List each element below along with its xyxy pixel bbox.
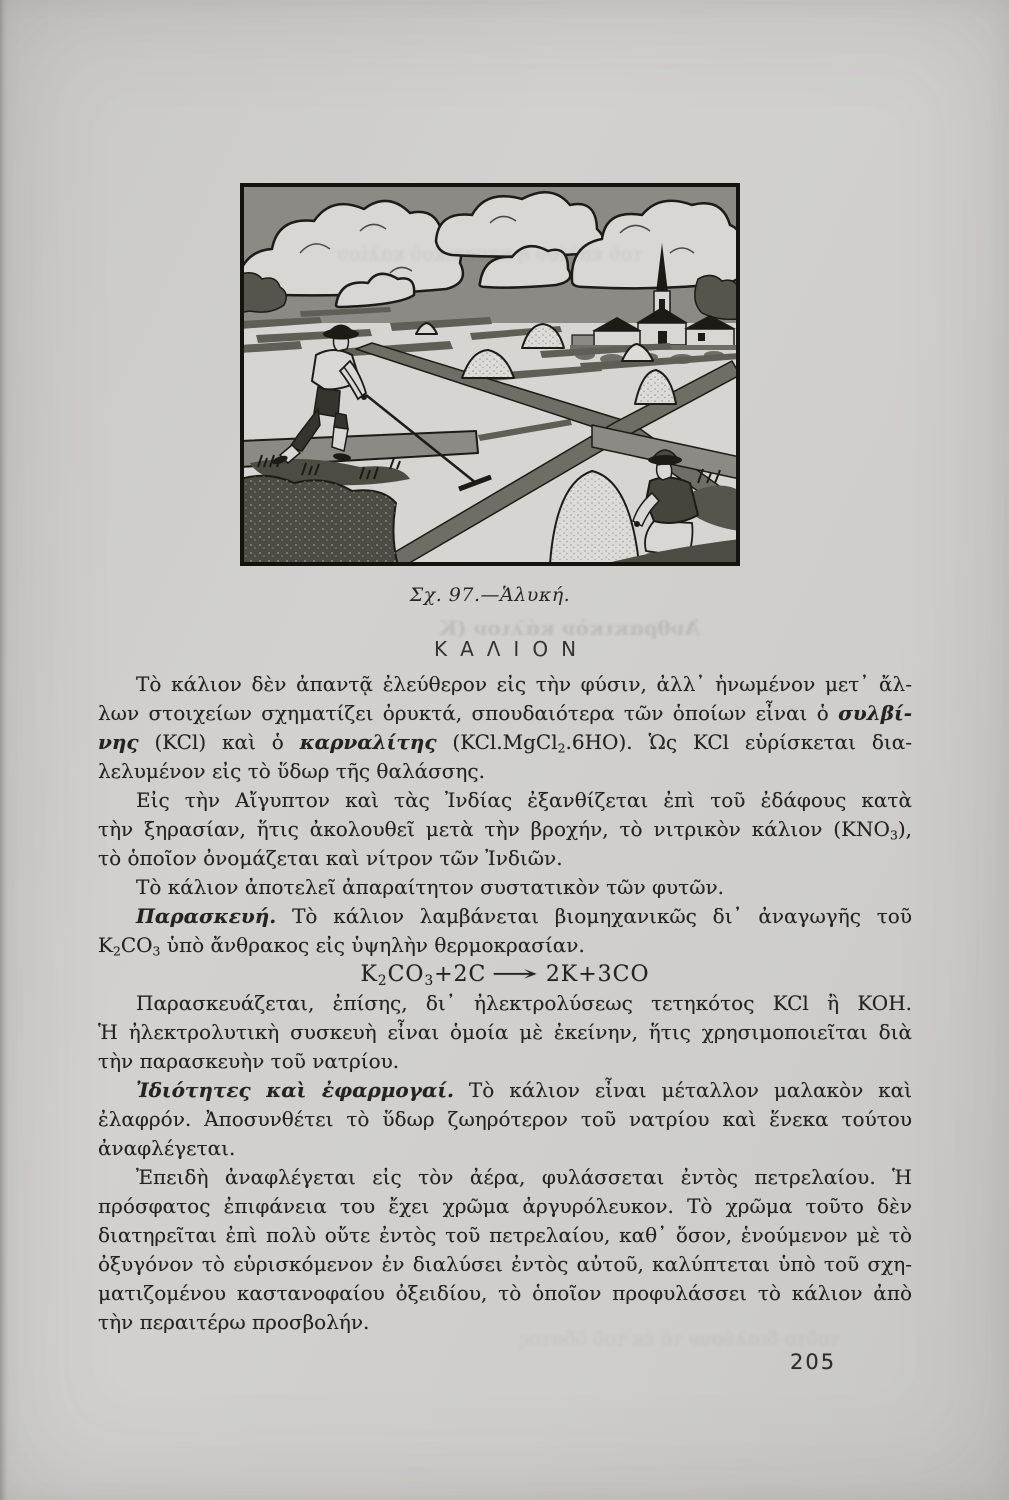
text-line: Εἰς τὴν Αἴγυπτον καὶ τὰς Ἰνδίας ἐξανθίζεται ἐπὶ τοῦ ἐδάφους κατὰ xyxy=(136,788,912,812)
body-text xyxy=(98,670,912,1337)
equation xyxy=(98,960,912,989)
page-number: 205 xyxy=(790,1350,837,1374)
text-line: διατηρεῖται ἐπὶ πολὺ οὔτε ἐντὸς τοῦ πετρελαίου, καθ᾽ ὅσον, ἑνούμενον μὲ τὸ xyxy=(98,1223,912,1247)
trees-right xyxy=(695,275,740,319)
text-line: Ἡ ἠλεκτρολυτικὴ συσκευὴ εἶναι ὁμοία μὲ ἐκείνην, ἥτις χρησιμοποιεῖται διὰ xyxy=(98,1020,912,1044)
text-line: Ἰδιότητες καὶ ἐφαρμογαί. Τὸ κάλιον εἶναι μέταλλον μαλακὸν καὶ xyxy=(136,1078,912,1102)
figure-caption: Σχ. 97.—Ἁλυκή. xyxy=(409,584,571,606)
figure-illustration xyxy=(240,183,740,566)
paragraph xyxy=(98,873,912,902)
paragraph xyxy=(98,1163,912,1337)
paragraph xyxy=(98,1076,912,1163)
text-line: Τὸ κάλιον δὲν ἀπαντᾷ ἐλεύθερον εἰς τὴν φύσιν, ἀλλ᾽ ἡνωμένον μετ᾽ ἄλ- xyxy=(136,672,912,696)
text-line: ὀξυγόνον τὸ εὑρισκόμενον ἐν διαλύσει ἐντὸς αὐτοῦ, καλύπτεται ὑπὸ τοῦ σχη- xyxy=(98,1252,912,1276)
text-line: τὴν περαιτέρω προσβολήν. xyxy=(98,1310,370,1334)
text-line: λων στοιχείων σχηματίζει ὀρυκτά, σπουδαιότερα τῶν ὁποίων εἶναι ὁ συλβί- xyxy=(98,701,912,725)
text-line: ἐλαφρόν. Ἀποσυνθέτει τὸ ὕδωρ ζωηρότερον τοῦ νατρίου καὶ ἕνεκα τούτου xyxy=(98,1107,912,1131)
paragraph xyxy=(98,786,912,873)
bleedthrough-text: Ἀνθρακικὸν κάλιον (Κ xyxy=(439,616,700,640)
text-line: Τὸ κάλιον ἀποτελεῖ ἀπαραίτητον συστατικὸν τῶν φυτῶν. xyxy=(136,875,725,899)
text-line: λελυμένον εἰς τὸ ὕδωρ τῆς θαλάσσης. xyxy=(98,759,485,783)
text-line: τὸ ὁποῖον ὀνομάζεται καὶ νίτρον τῶν Ἰνδιῶν. xyxy=(98,846,563,870)
text-line: $K_2CO_3+2C \to 2K+3CO$ xyxy=(360,962,650,989)
section-heading: ΚΑΛΙΟΝ xyxy=(433,637,590,661)
salt-pans-drawing xyxy=(240,183,740,566)
text-line: πρόσφατος ἐπιφάνεια του ἔχει χρῶμα ἀργυρόλευκον. Τὸ χρῶμα τοῦτο δὲν xyxy=(98,1194,912,1218)
paragraph xyxy=(98,989,912,1076)
text-line: $K_2CO_3$ ὑπὸ ἄνθρακος εἰς ὑψηλὴν θερμοκρασίαν. xyxy=(98,933,585,959)
text-line: Παρασκευή. Τὸ κάλιον λαμβάνεται βιομηχανικῶς δι᾽ ἀναγωγῆς τοῦ xyxy=(136,904,912,928)
bleedthrough-text: τοῦτο διαλύουν τὸ ἐκ τοῦ ὕδατος xyxy=(518,1328,840,1350)
text-line: τὴν ξηρασίαν, ἥτις ἀκολουθεῖ μετὰ τὴν βροχήν, τὸ νιτρικὸν κάλιον $(KNO_3)$, xyxy=(98,817,912,843)
text-line: ἀναφλέγεται. xyxy=(98,1136,236,1160)
text-line: νης (KCl) καὶ ὁ καρναλίτης (KCl.MgCl$_2$.6HO). Ὡς KCl εὑρίσκεται δια- xyxy=(98,730,912,756)
text-line: ματιζομένου καστανοφαίου ὀξειδίου, τὸ ὁποῖον προφυλάσσει τὸ κάλιον ἀπὸ xyxy=(98,1281,912,1305)
text-line: τὴν παρασκευὴν τοῦ νατρίου. xyxy=(98,1049,400,1073)
scan-edge xyxy=(0,0,8,1500)
paragraph xyxy=(98,902,912,960)
text-line: Παρασκευάζεται, ἐπίσης, δι᾽ ἠλεκτρολύσεως τετηκότος KCl ἢ KOH. xyxy=(136,991,912,1015)
paragraph xyxy=(98,670,912,786)
text-line: Ἐπειδὴ ἀναφλέγεται εἰς τὸν ἀέρα, φυλάσσεται ἐντὸς πετρελαίου. Ἡ xyxy=(136,1165,912,1189)
